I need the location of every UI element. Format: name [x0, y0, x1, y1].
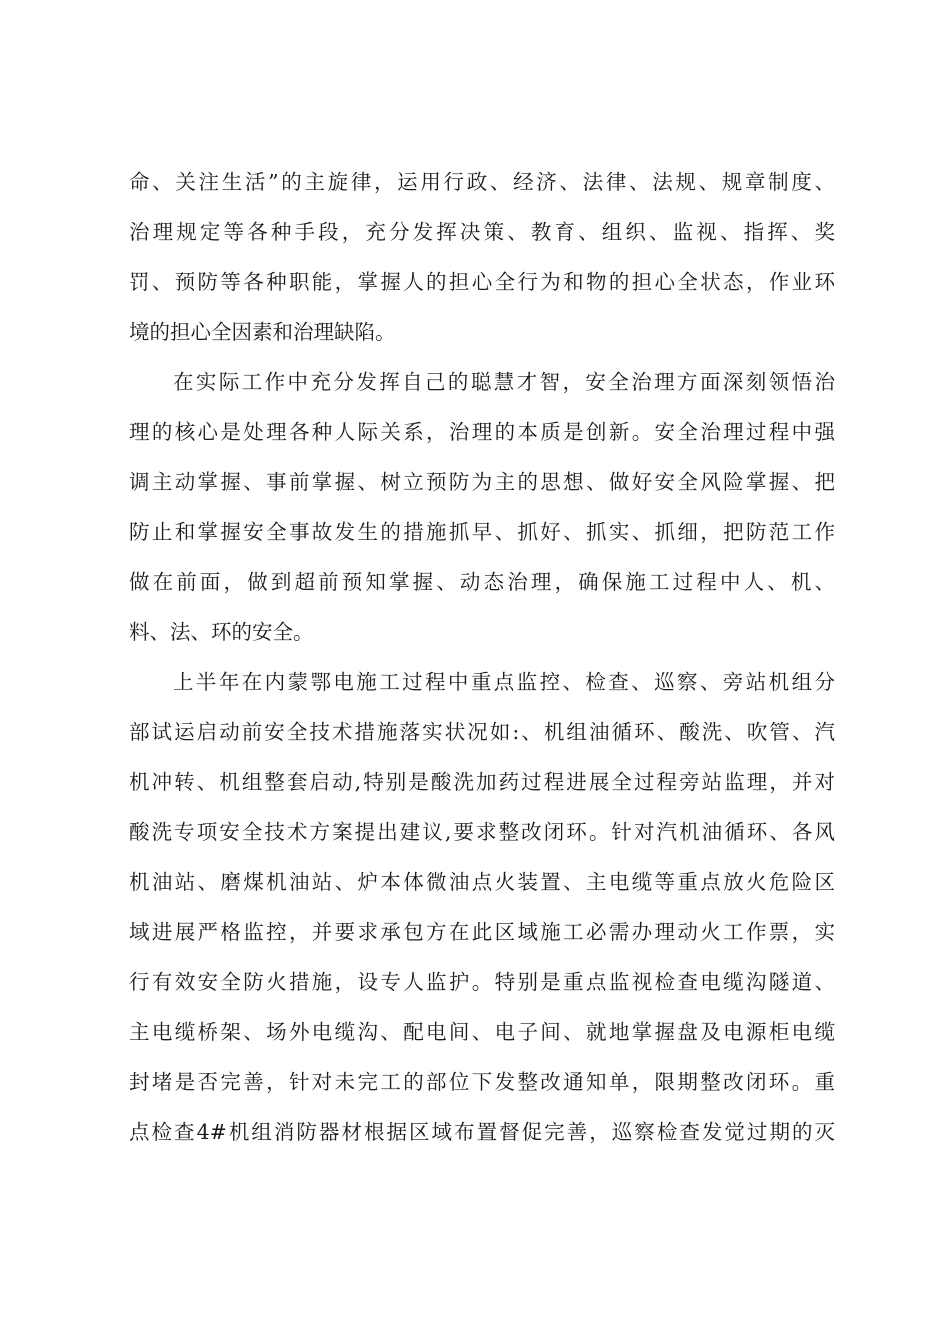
- text-line: 罚、预防等各种职能，掌握人的担心全行为和物的担心全状态，作业环: [129, 270, 835, 294]
- text-line: 部试运启动前安全技术措施落实状况如:、机组油循环、酸洗、吹管、汽: [129, 720, 835, 744]
- text-line: 酸洗专项安全技术方案提出建议,要求整改闭环。针对汽机油循环、各风: [129, 820, 835, 844]
- text-line: 命、关注生活”的主旋律，运用行政、经济、法律、法规、规章制度、: [129, 170, 835, 194]
- paragraph-2: [129, 357, 835, 657]
- text-line: 理的核心是处理各种人际关系，治理的本质是创新。安全治理过程中强: [129, 420, 835, 444]
- text-line: 料、法、环的安全。: [129, 620, 314, 644]
- paragraph-1: [129, 157, 835, 357]
- text-line: 点检查4#机组消防器材根据区域布置督促完善，巡察检查发觉过期的灭: [129, 1120, 835, 1144]
- text-line: 治理规定等各种手段，充分发挥决策、教育、组织、监视、指挥、奖: [129, 220, 835, 244]
- text-line: 域进展严格监控，并要求承包方在此区域施工必需办理动火工作票，实: [129, 920, 835, 944]
- paragraph-3: [129, 657, 835, 1157]
- text-line: 做在前面，做到超前预知掌握、动态治理，确保施工过程中人、机、: [129, 570, 835, 594]
- text-line: 机冲转、机组整套启动,特别是酸洗加药过程进展全过程旁站监理，并对: [129, 770, 835, 794]
- text-line: 主电缆桥架、场外电缆沟、配电间、电子间、就地掌握盘及电源柜电缆: [129, 1020, 835, 1044]
- text-line: 行有效安全防火措施，设专人监护。特别是重点监视检查电缆沟隧道、: [129, 970, 835, 994]
- text-line: 调主动掌握、事前掌握、树立预防为主的思想、做好安全风险掌握、把: [129, 470, 835, 494]
- text-line: 在实际工作中充分发挥自己的聪慧才智，安全治理方面深刻领悟治: [173, 370, 835, 394]
- text-line: 防止和掌握安全事故发生的措施抓早、抓好、抓实、抓细，把防范工作: [129, 520, 835, 544]
- text-line: 机油站、磨煤机油站、炉本体微油点火装置、主电缆等重点放火危险区: [129, 870, 835, 894]
- text-line: 上半年在内蒙鄂电施工过程中重点监控、检查、巡察、旁站机组分: [173, 670, 835, 694]
- text-line: 封堵是否完善，针对未完工的部位下发整改通知单，限期整改闭环。重: [129, 1070, 835, 1094]
- text-line: 境的担心全因素和治理缺陷。: [129, 320, 396, 344]
- document-body: [129, 157, 835, 1157]
